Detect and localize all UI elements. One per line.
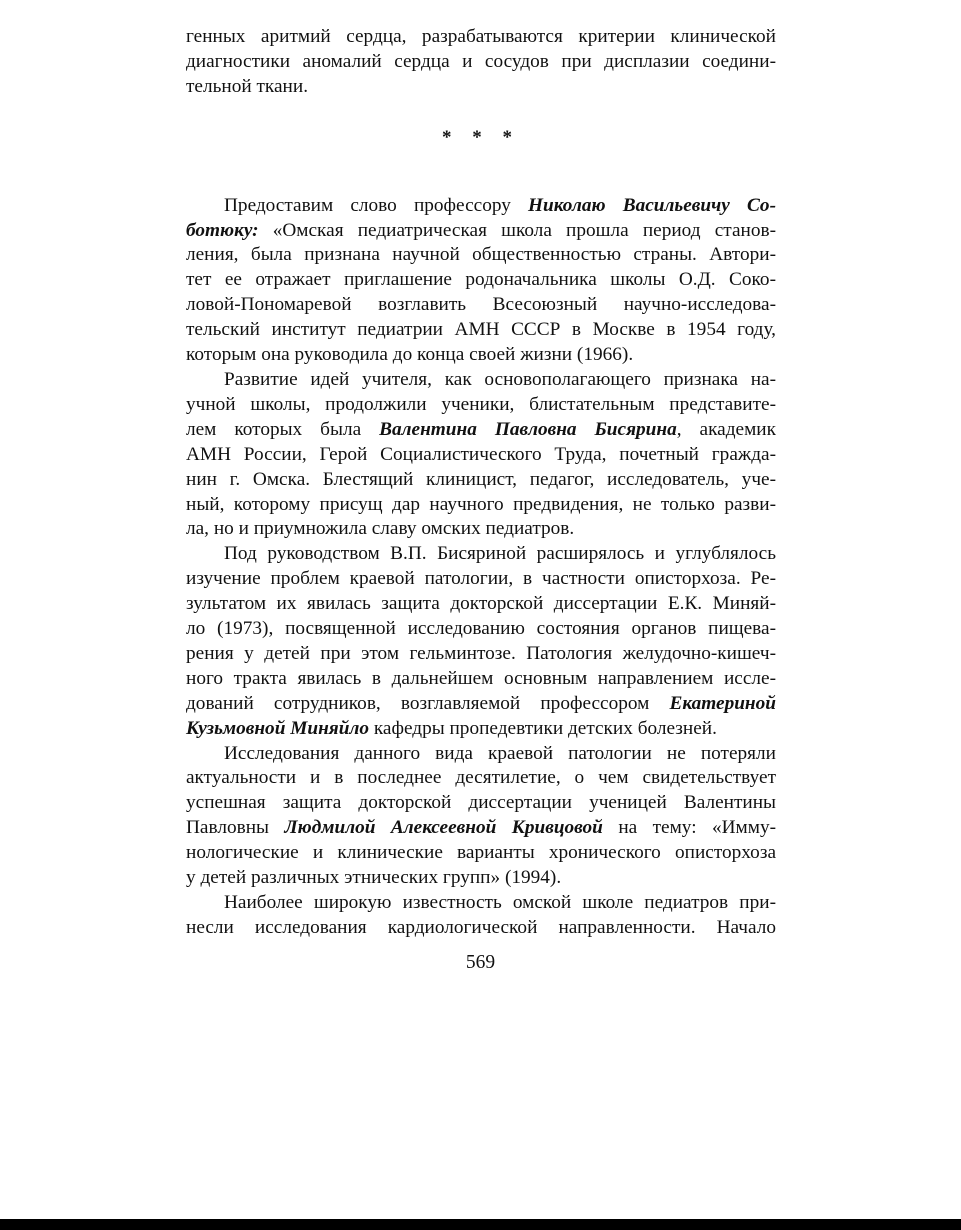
scan-bottom-edge	[0, 1219, 961, 1230]
text-line: ло (1973), посвященной исследованию состояния органов пищева-	[186, 618, 776, 640]
paragraph-bisyarina	[186, 368, 776, 542]
text-line: диагностики аномалий сердца и сосудов при дисплазии соедини-	[186, 50, 776, 72]
text-fragment: кафедры пропедевтики детских болезней.	[369, 717, 717, 739]
text-fragment: лем которых была	[186, 418, 380, 440]
person-name: ботюку:	[186, 219, 259, 241]
text-line: нин г. Омска. Блестящий клиницист, педагог, исследователь, уче-	[186, 468, 776, 490]
text-line: тет ее отражает приглашение родоначальника школы О.Д. Соко-	[186, 269, 776, 291]
text-line: тельский институт педиатрии АМН СССР в Москве в 1954 году,	[186, 319, 776, 341]
text-line: которым она руководила до конца своей жизни (1966).	[186, 344, 634, 366]
text-line	[186, 219, 776, 244]
text-line: зультатом их явилась защита докторской диссертации Е.К. Миняй-	[186, 593, 776, 615]
opening-paragraph	[186, 25, 776, 100]
paragraph-sobotyuk	[186, 194, 776, 368]
text-line: ления, была признана научной общественностью страны. Автори-	[186, 244, 776, 266]
text-line: актуальности и в последнее десятилетие, о чем свидетельствует	[186, 767, 776, 789]
text-line: успешная защита докторской диссертации ученицей Валентины	[186, 792, 776, 814]
paragraph-cardiology	[186, 891, 776, 941]
text-line: учной школы, продолжили ученики, блистательным представите-	[186, 393, 776, 415]
text-fragment: «Омская педиатрическая школа прошла период станов-	[258, 219, 776, 241]
text-fragment: , академик	[676, 418, 776, 440]
text-line: ного тракта явилась в дальнейшем основным направлением иссле-	[186, 667, 776, 689]
section-separator: * * *	[442, 126, 520, 148]
text-line: Наиболее широкую известность омской школе педиатров при-	[224, 892, 776, 913]
text-fragment: Предоставим слово профессору	[224, 194, 529, 216]
text-line	[186, 418, 776, 443]
text-line: ловой-Пономаревой возглавить Всесоюзный научно-исследова-	[186, 294, 776, 316]
text-line: у детей различных этнических групп» (1994).	[186, 867, 562, 889]
text-line: Развитие идей учителя, как основополагающего признака на-	[224, 368, 776, 390]
person-name: Валентина Павловна Бисярина	[379, 418, 677, 440]
text-line: несли исследования кардиологической направленности. Начало	[186, 916, 776, 938]
person-name: Николаю Васильевичу Со-	[528, 194, 776, 216]
paragraph-krivtsova	[186, 742, 776, 891]
person-name: Людмилой Алексеевной Кривцовой	[284, 817, 603, 839]
text-fragment: Павловны	[186, 817, 285, 839]
text-line: ный, которому присущ дар научного предвидения, не только разви-	[186, 493, 776, 515]
page-body	[186, 25, 776, 941]
text-line: рения у детей при этом гельминтозе. Патология желудочно-кишеч-	[186, 642, 776, 664]
text-fragment: на тему: «Имму-	[602, 817, 777, 839]
text-line: тельной ткани.	[186, 75, 309, 97]
text-line	[186, 692, 776, 717]
text-line: Под руководством В.П. Бисяриной расширялось и углублялось	[224, 543, 776, 565]
page-number: 569	[465, 952, 496, 973]
text-fragment: дований сотрудников, возглавляемой профессором	[186, 692, 670, 714]
text-line: АМН России, Герой Социалистического Труда, почетный гражда-	[186, 443, 776, 465]
person-name: Екатериной	[669, 692, 776, 714]
paragraph-opisthorchiasis	[186, 542, 776, 741]
text-line	[186, 717, 776, 742]
text-line	[186, 816, 776, 841]
text-line: генных аритмий сердца, разрабатываются критерии клинической	[186, 26, 776, 47]
text-line: изучение проблем краевой патологии, в частности описторхоза. Ре-	[186, 568, 776, 590]
text-line: ла, но и приумножила славу омских педиатров.	[186, 518, 575, 540]
person-name: Кузьмовной Миняйло	[186, 717, 370, 739]
text-line: Исследования данного вида краевой патологии не потеряли	[224, 742, 776, 764]
text-line	[186, 194, 776, 219]
text-line: нологические и клинические варианты хронического описторхоза	[186, 842, 776, 864]
